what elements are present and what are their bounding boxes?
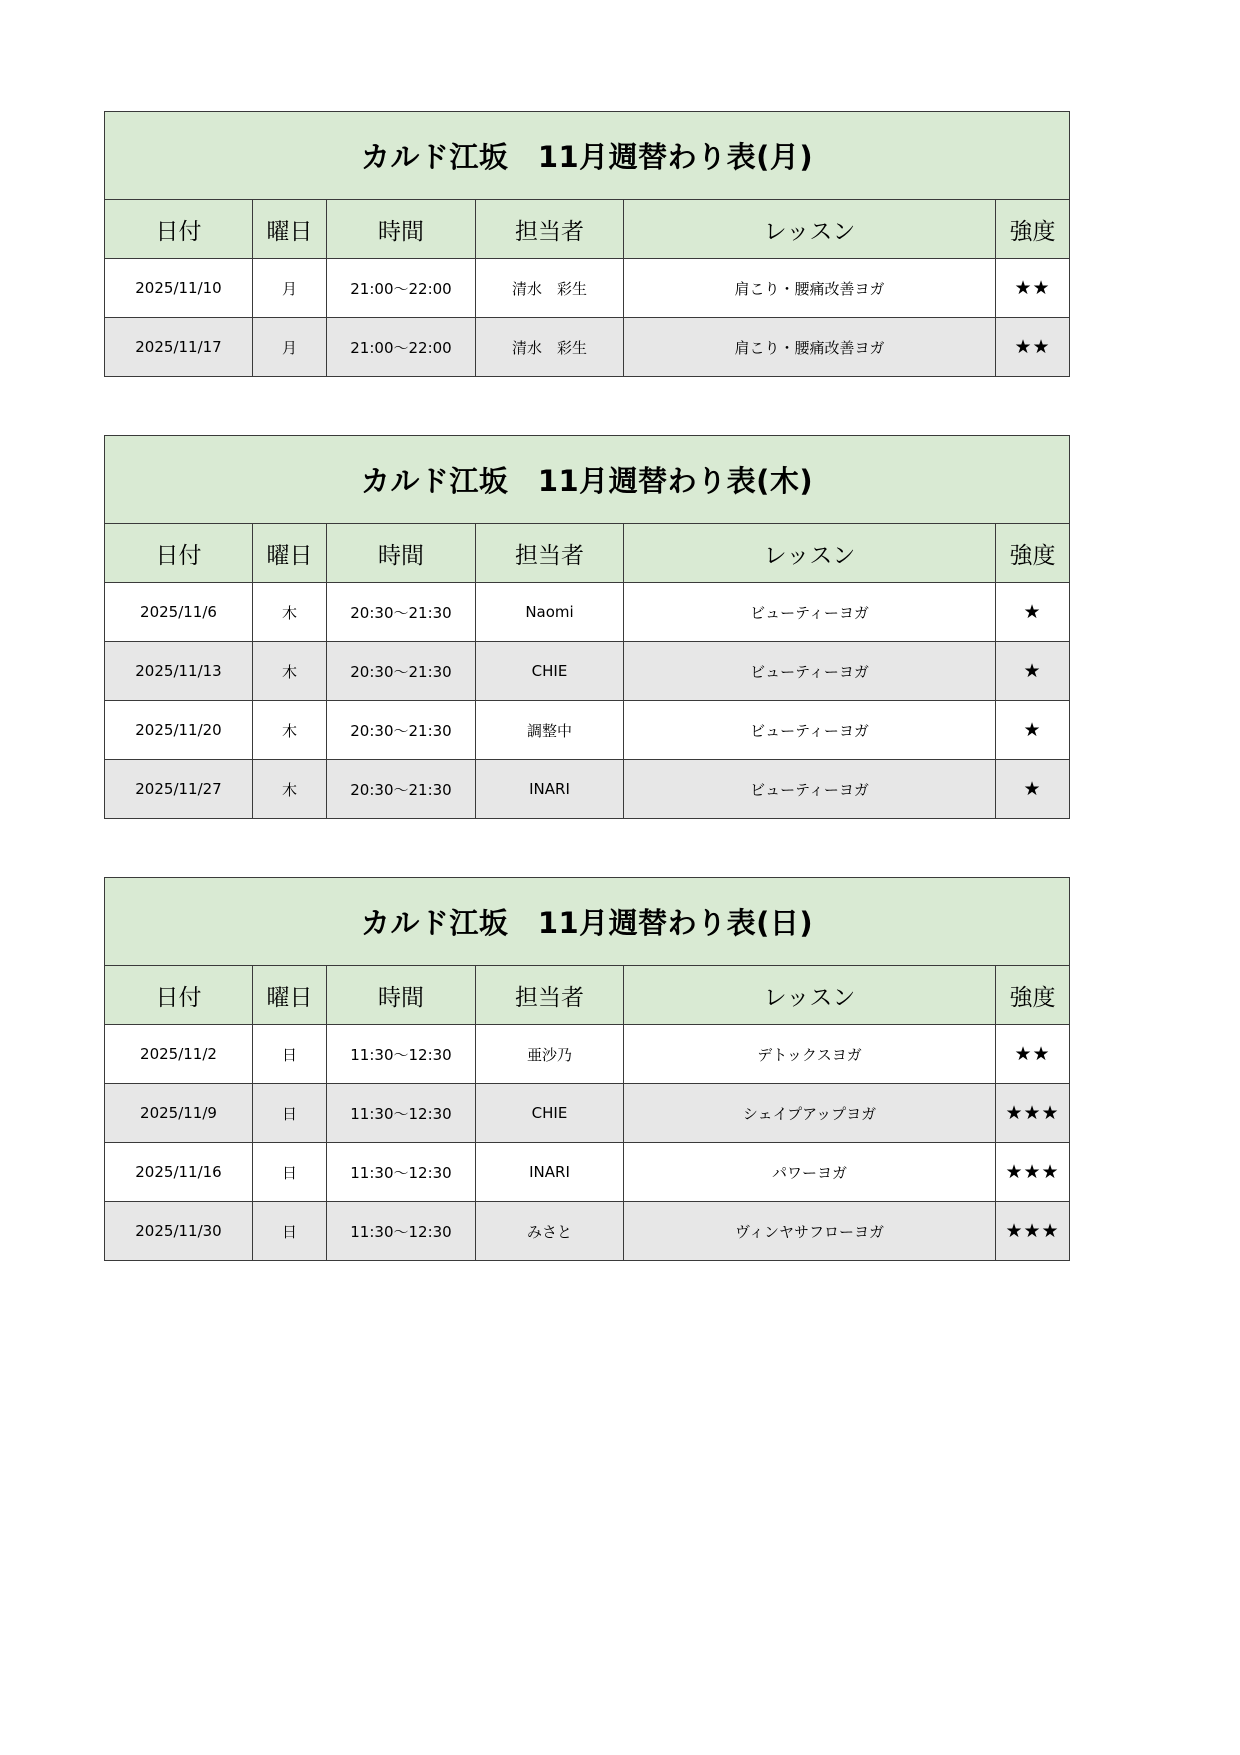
header-time: 時間 — [327, 200, 476, 259]
cell-date: 2025/11/20 — [105, 701, 253, 760]
column-header-row — [105, 524, 1070, 583]
table-title: カルド江坂 11月週替わり表(日) — [105, 878, 1070, 966]
cell-time: 11:30～12:30 — [327, 1084, 476, 1143]
cell-instructor: 亜沙乃 — [476, 1025, 624, 1084]
cell-lesson: パワーヨガ — [624, 1143, 996, 1202]
cell-intensity-stars: ★★★ — [996, 1202, 1070, 1261]
schedule-table-sunday — [104, 877, 1070, 1261]
cell-intensity-stars: ★★★ — [996, 1084, 1070, 1143]
cell-time: 21:00～22:00 — [327, 318, 476, 377]
table-title-row — [105, 878, 1070, 966]
cell-date: 2025/11/17 — [105, 318, 253, 377]
cell-intensity-stars: ★★★ — [996, 1143, 1070, 1202]
cell-lesson: ビューティーヨガ — [624, 701, 996, 760]
cell-date: 2025/11/2 — [105, 1025, 253, 1084]
table-row — [105, 583, 1070, 642]
cell-time: 20:30～21:30 — [327, 642, 476, 701]
table-row — [105, 1025, 1070, 1084]
header-date: 日付 — [105, 524, 253, 583]
cell-lesson: 肩こり・腰痛改善ヨガ — [624, 259, 996, 318]
cell-lesson: ビューティーヨガ — [624, 642, 996, 701]
table-title: カルド江坂 11月週替わり表(木) — [105, 436, 1070, 524]
table-row — [105, 760, 1070, 819]
cell-lesson: ビューティーヨガ — [624, 760, 996, 819]
header-date: 日付 — [105, 966, 253, 1025]
cell-instructor: 清水 彩生 — [476, 259, 624, 318]
table-row — [105, 701, 1070, 760]
cell-weekday: 木 — [253, 642, 327, 701]
header-instructor: 担当者 — [476, 966, 624, 1025]
cell-time: 20:30～21:30 — [327, 760, 476, 819]
cell-intensity-stars: ★ — [996, 760, 1070, 819]
cell-instructor: INARI — [476, 1143, 624, 1202]
cell-time: 11:30～12:30 — [327, 1202, 476, 1261]
schedule-table-monday — [104, 111, 1070, 377]
column-header-row — [105, 200, 1070, 259]
header-lesson: レッスン — [624, 966, 996, 1025]
cell-weekday: 日 — [253, 1025, 327, 1084]
cell-date: 2025/11/27 — [105, 760, 253, 819]
cell-time: 11:30～12:30 — [327, 1025, 476, 1084]
cell-date: 2025/11/13 — [105, 642, 253, 701]
table-row — [105, 259, 1070, 318]
cell-instructor: Naomi — [476, 583, 624, 642]
cell-date: 2025/11/6 — [105, 583, 253, 642]
cell-time: 21:00～22:00 — [327, 259, 476, 318]
cell-weekday: 月 — [253, 318, 327, 377]
cell-intensity-stars: ★ — [996, 583, 1070, 642]
header-intensity: 強度 — [996, 524, 1070, 583]
header-intensity: 強度 — [996, 200, 1070, 259]
cell-weekday: 日 — [253, 1143, 327, 1202]
header-time: 時間 — [327, 524, 476, 583]
cell-lesson: シェイプアップヨガ — [624, 1084, 996, 1143]
header-lesson: レッスン — [624, 200, 996, 259]
cell-time: 20:30～21:30 — [327, 701, 476, 760]
cell-lesson: ヴィンヤサフローヨガ — [624, 1202, 996, 1261]
cell-instructor: 調整中 — [476, 701, 624, 760]
table-row — [105, 318, 1070, 377]
header-weekday: 曜日 — [253, 524, 327, 583]
cell-intensity-stars: ★ — [996, 642, 1070, 701]
table-row — [105, 1084, 1070, 1143]
cell-instructor: みさと — [476, 1202, 624, 1261]
cell-date: 2025/11/9 — [105, 1084, 253, 1143]
header-instructor: 担当者 — [476, 200, 624, 259]
cell-lesson: デトックスヨガ — [624, 1025, 996, 1084]
cell-weekday: 日 — [253, 1084, 327, 1143]
header-instructor: 担当者 — [476, 524, 624, 583]
header-time: 時間 — [327, 966, 476, 1025]
header-intensity: 強度 — [996, 966, 1070, 1025]
cell-date: 2025/11/16 — [105, 1143, 253, 1202]
cell-intensity-stars: ★★ — [996, 259, 1070, 318]
cell-instructor: INARI — [476, 760, 624, 819]
table-row — [105, 1143, 1070, 1202]
cell-intensity-stars: ★ — [996, 701, 1070, 760]
header-weekday: 曜日 — [253, 200, 327, 259]
cell-date: 2025/11/10 — [105, 259, 253, 318]
cell-weekday: 木 — [253, 760, 327, 819]
table-title: カルド江坂 11月週替わり表(月) — [105, 112, 1070, 200]
cell-intensity-stars: ★★ — [996, 1025, 1070, 1084]
cell-lesson: ビューティーヨガ — [624, 583, 996, 642]
cell-time: 11:30～12:30 — [327, 1143, 476, 1202]
header-lesson: レッスン — [624, 524, 996, 583]
table-title-row — [105, 436, 1070, 524]
cell-instructor: CHIE — [476, 642, 624, 701]
cell-date: 2025/11/30 — [105, 1202, 253, 1261]
cell-weekday: 木 — [253, 701, 327, 760]
cell-weekday: 日 — [253, 1202, 327, 1261]
header-weekday: 曜日 — [253, 966, 327, 1025]
cell-instructor: CHIE — [476, 1084, 624, 1143]
cell-weekday: 木 — [253, 583, 327, 642]
cell-instructor: 清水 彩生 — [476, 318, 624, 377]
table-row — [105, 1202, 1070, 1261]
table-title-row — [105, 112, 1070, 200]
cell-time: 20:30～21:30 — [327, 583, 476, 642]
table-row — [105, 642, 1070, 701]
schedule-table-thursday — [104, 435, 1070, 819]
header-date: 日付 — [105, 200, 253, 259]
cell-lesson: 肩こり・腰痛改善ヨガ — [624, 318, 996, 377]
cell-intensity-stars: ★★ — [996, 318, 1070, 377]
cell-weekday: 月 — [253, 259, 327, 318]
column-header-row — [105, 966, 1070, 1025]
